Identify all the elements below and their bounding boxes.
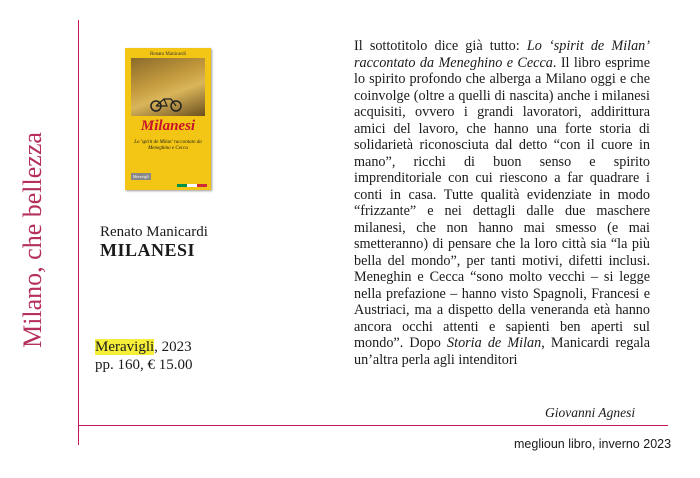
book-title: MILANESI bbox=[100, 240, 196, 260]
bicycle-icon bbox=[149, 96, 183, 112]
vertical-rule bbox=[78, 20, 79, 445]
book-author: Renato Manicardi bbox=[100, 224, 208, 240]
cover-title: Milanesi bbox=[140, 118, 196, 134]
cover-author: Renato Manicardi bbox=[150, 52, 186, 57]
publisher: Meravigli bbox=[95, 339, 155, 355]
cover-subtitle: Lo 'spirit de Milan' raccontato da Meneghino e Cecca bbox=[134, 140, 202, 151]
review-ending: , Manicardi regala un’altra perla agli intenditori bbox=[354, 335, 650, 368]
review-signature: Giovanni Agnesi bbox=[545, 405, 636, 420]
book-details: pp. 160, € 15.00 bbox=[95, 357, 193, 373]
horizontal-rule bbox=[78, 425, 668, 426]
review-body: . Il libro esprime lo spirito profondo che alberga a Milano oggi e che coinvolge (oltre a quelli di nascita) anche i milanesi acquisiti, ovvero i grandi lavoratori, addirittura amici del lavoro, che hanno una forte storia di solidarietà riconosciuta dal detto “con il cuore in mano”, ricchi di buon senso e spirito imprenditoriale con cui riescono a far quadrare i conti in casa. Tutte qualità evidenziate in modo “frizzante” e nei dettagli dalle due maschere milanesi, che non hanno mai smesso (e mai smetteranno) di pensare che la loro città sia “la più bella del mondo”, per tanti motivi, difetti inclusi. Meneghin e Cecca “sono molto vecchi – si legge nella prefazione – hanno visto Spagnoli, Francesi e Austriaci, ma a dispetto della veneranda età hanno ancora occhi attenti e sapienti ben aperti sul mondo”. Dopo bbox=[354, 54, 650, 351]
book-cover bbox=[125, 48, 211, 190]
year: , 2023 bbox=[154, 339, 192, 355]
section-title-text: Milano, che bellezza bbox=[18, 132, 47, 348]
footer-credit: meglioun libro, inverno 2023 bbox=[514, 437, 672, 451]
flag-stripe bbox=[177, 184, 207, 187]
review-subtitle-quote: Lo ‘spirit de Milan’ raccontato da Meneghino e Cecca bbox=[354, 38, 650, 71]
section-title bbox=[8, 35, 58, 445]
review-text bbox=[354, 38, 650, 368]
cover-publisher: Meravigli bbox=[133, 174, 149, 179]
review-intro: Il sottotitolo dice già tutto: bbox=[354, 38, 527, 54]
review-book-reference: Storia de Milan bbox=[447, 335, 542, 351]
cover-photo bbox=[131, 58, 205, 116]
publication-info bbox=[95, 338, 193, 374]
